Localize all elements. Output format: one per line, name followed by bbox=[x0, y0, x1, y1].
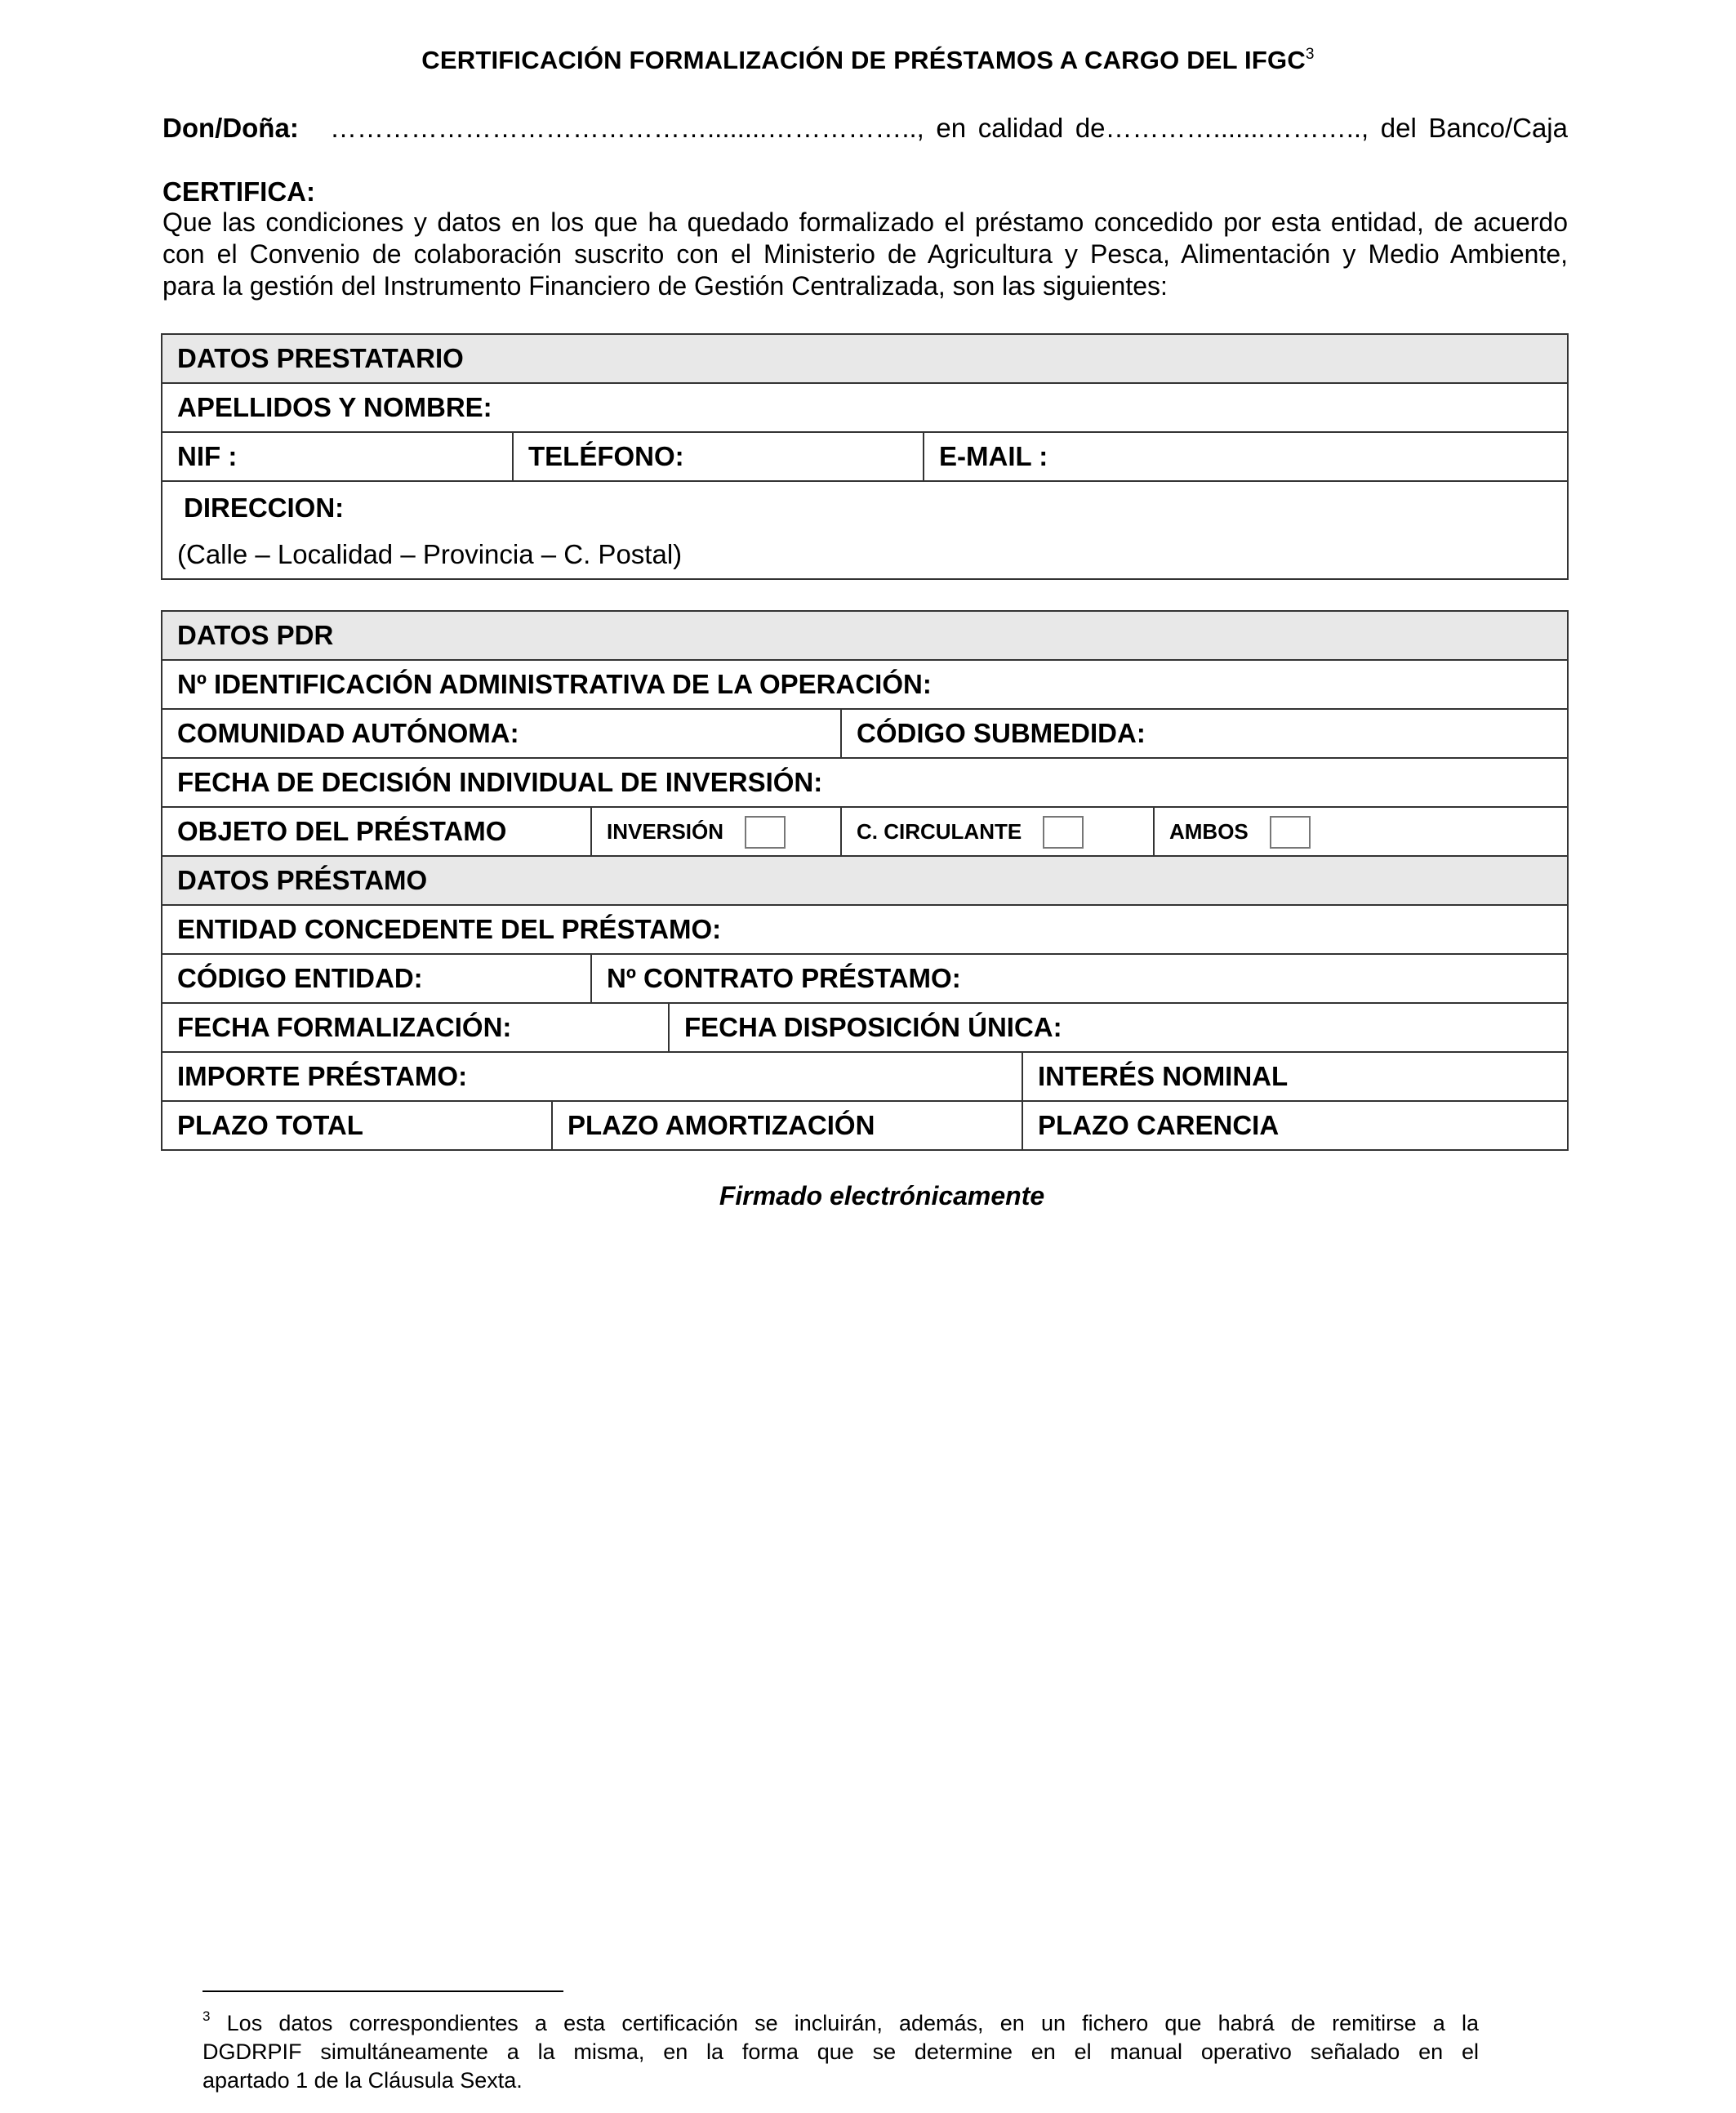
page-title bbox=[0, 46, 1736, 75]
option-ambos[interactable] bbox=[1154, 807, 1568, 856]
option-circulante[interactable] bbox=[841, 807, 1154, 856]
certifica-line: para la gestión del Instrumento Financiero de Gestión Centralizada, son las siguientes: bbox=[162, 271, 1168, 301]
identificacion-field[interactable]: Nº IDENTIFICACIÓN ADMINISTRATIVA DE LA OPERACIÓN: bbox=[162, 660, 1568, 709]
email-field[interactable]: E-MAIL : bbox=[924, 432, 1568, 481]
plazo-carencia-field[interactable]: PLAZO CARENCIA bbox=[1022, 1101, 1568, 1150]
telefono-field[interactable]: TELÉFONO: bbox=[513, 432, 924, 481]
footnote bbox=[203, 2002, 1479, 2095]
objeto-label: OBJETO DEL PRÉSTAMO bbox=[162, 807, 591, 856]
plazo-amortizacion-field[interactable]: PLAZO AMORTIZACIÓN bbox=[552, 1101, 1022, 1150]
signature-note: Firmado electrónicamente bbox=[719, 1181, 1045, 1210]
importe-field[interactable]: IMPORTE PRÉSTAMO: bbox=[162, 1052, 1022, 1101]
inversion-checkbox[interactable] bbox=[745, 816, 786, 849]
don-row bbox=[162, 112, 1568, 145]
fecha-disposicion-field[interactable]: FECHA DISPOSICIÓN ÚNICA: bbox=[669, 1003, 1568, 1052]
plazo-total-field[interactable]: PLAZO TOTAL bbox=[162, 1101, 552, 1150]
fecha-formalizacion-field[interactable]: FECHA FORMALIZACIÓN: bbox=[162, 1003, 669, 1052]
option-circulante-label: C. CIRCULANTE bbox=[857, 819, 1022, 845]
direccion-label: DIRECCION: bbox=[184, 493, 345, 523]
prestatario-heading: DATOS PRESTATARIO bbox=[162, 334, 1568, 383]
entidad-field[interactable]: ENTIDAD CONCEDENTE DEL PRÉSTAMO: bbox=[162, 905, 1568, 954]
footnote-ref: 3 bbox=[203, 2008, 211, 2024]
fecha-decision-field[interactable]: FECHA DE DECISIÓN INDIVIDUAL DE INVERSIÓN: bbox=[162, 758, 1568, 807]
footnote-line: Los datos correspondientes a esta certificación se incluirán, además, en un fichero que habrá de remitirse a la bbox=[226, 2011, 1479, 2035]
contrato-field[interactable]: Nº CONTRATO PRÉSTAMO: bbox=[591, 954, 1568, 1003]
ambos-checkbox[interactable] bbox=[1270, 816, 1311, 849]
codigo-entidad-field[interactable]: CÓDIGO ENTIDAD: bbox=[162, 954, 591, 1003]
certifica-line: Que las condiciones y datos en los que ha quedado formalizado el préstamo concedido por esta entidad, de acuerdo bbox=[162, 207, 1568, 237]
direccion-field[interactable] bbox=[162, 481, 1568, 579]
certifica-heading: CERTIFICA: bbox=[162, 176, 315, 207]
footnote-line: apartado 1 de la Cláusula Sexta. bbox=[203, 2068, 523, 2093]
direccion-hint: (Calle – Localidad – Provincia – C. Postal) bbox=[177, 539, 683, 569]
title-footnote-ref: 3 bbox=[1305, 46, 1315, 63]
nif-field[interactable]: NIF : bbox=[162, 432, 513, 481]
don-fill-line[interactable]: ……………………………………........…………….., en calidad de………….......……….., del Banco/Caja bbox=[330, 113, 1568, 143]
option-ambos-label: AMBOS bbox=[1169, 819, 1249, 845]
certifica-text bbox=[162, 207, 1568, 302]
certifica-line: con el Convenio de colaboración suscrito con el Ministerio de Agricultura y Pesca, Alimentación y Medio Ambiente, bbox=[162, 239, 1568, 269]
prestatario-table bbox=[161, 333, 1569, 580]
submedida-field[interactable]: CÓDIGO SUBMEDIDA: bbox=[841, 709, 1568, 758]
apellidos-field[interactable]: APELLIDOS Y NOMBRE: bbox=[162, 383, 1568, 432]
footnote-line: DGDRPIF simultáneamente a la misma, en la forma que se determine en el manual operativo señalado en el bbox=[203, 2039, 1479, 2064]
option-inversion[interactable] bbox=[591, 807, 841, 856]
pdr-prestamo-table bbox=[161, 610, 1569, 1151]
interes-field[interactable]: INTERÉS NOMINAL bbox=[1022, 1052, 1568, 1101]
title-text: CERTIFICACIÓN FORMALIZACIÓN DE PRÉSTAMOS A CARGO DEL IFGC bbox=[421, 46, 1306, 74]
prestamo-heading: DATOS PRÉSTAMO bbox=[162, 856, 1568, 905]
option-inversion-label: INVERSIÓN bbox=[607, 819, 724, 845]
don-label: Don/Doña: bbox=[162, 113, 299, 143]
circulante-checkbox[interactable] bbox=[1043, 816, 1084, 849]
footnote-divider bbox=[203, 1990, 563, 1992]
pdr-heading: DATOS PDR bbox=[162, 611, 1568, 660]
comunidad-field[interactable]: COMUNIDAD AUTÓNOMA: bbox=[162, 709, 841, 758]
